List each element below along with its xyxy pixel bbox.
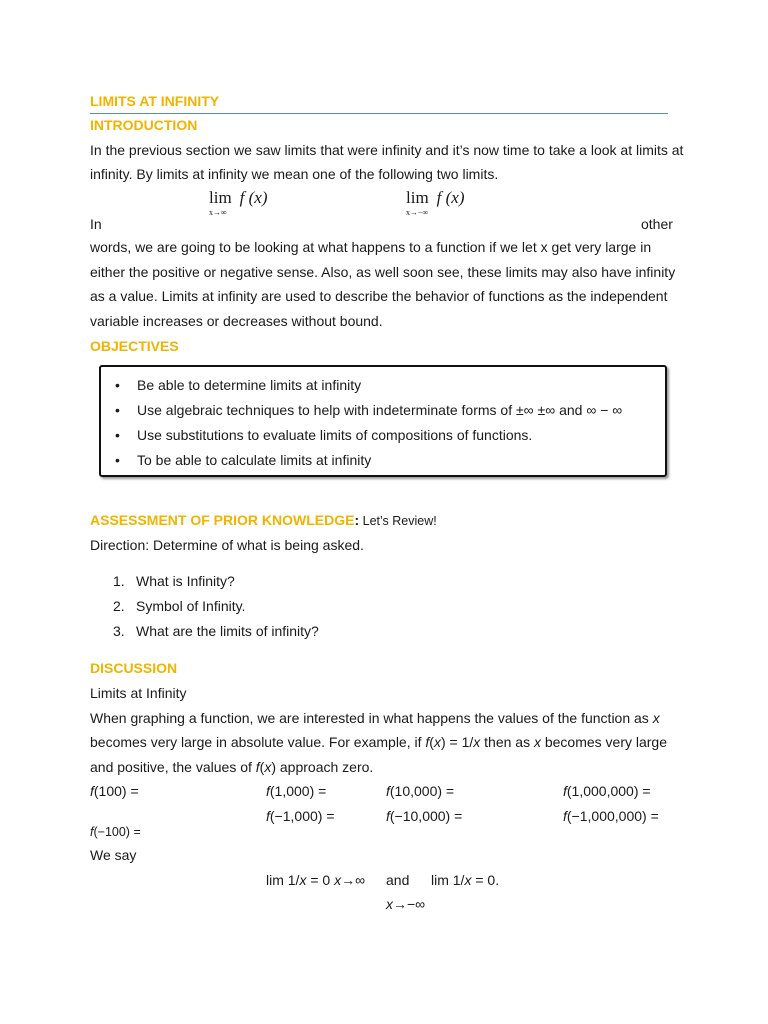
limit-subscript: x→∞ bbox=[209, 208, 227, 217]
limit-subscript: x→−∞ bbox=[406, 208, 429, 217]
we-say-text: We say bbox=[90, 847, 137, 863]
limit-function: f (x) bbox=[436, 188, 465, 207]
limit-function: f (x) bbox=[239, 188, 268, 207]
question-number: 3. bbox=[113, 623, 125, 639]
title-divider bbox=[90, 113, 668, 114]
objective-item: • Use substitutions to evaluate limits of compositions of functions. bbox=[115, 427, 532, 443]
f-value-1000000: f(1,000,000) = bbox=[563, 783, 651, 799]
f-value-neg-100: f(−100) = bbox=[90, 825, 141, 839]
f-value-1000: f(1,000) = bbox=[266, 783, 327, 799]
discussion-line-3: and positive, the values of f(x) approach zero. bbox=[90, 759, 374, 775]
discussion-subheading: Limits at Infinity bbox=[90, 685, 187, 701]
intro-in-word: In bbox=[90, 216, 102, 232]
f-value-10000: f(10,000) = bbox=[386, 783, 455, 799]
assessment-heading-line bbox=[90, 512, 437, 528]
lim-text: lim bbox=[406, 188, 429, 207]
question-item: What are the limits of infinity? bbox=[136, 623, 319, 639]
intro-other-word: other bbox=[641, 216, 673, 232]
question-number: 2. bbox=[113, 598, 125, 614]
f-value-neg-1000: f(−1,000) = bbox=[266, 808, 335, 824]
intro-line-2: infinity. By limits at infinity we mean one of the following two limits. bbox=[90, 166, 499, 182]
f-value-100: f(100) = bbox=[90, 783, 139, 799]
page-title: LIMITS AT INFINITY bbox=[90, 93, 220, 109]
intro-line-1: In the previous section we saw limits that were infinity and it’s now time to take a look at limits at bbox=[90, 142, 684, 158]
lim-text: lim bbox=[209, 188, 232, 207]
objectives-box bbox=[99, 365, 667, 477]
question-number: 1. bbox=[113, 573, 125, 589]
discussion-line-1: When graphing a function, we are interested in what happens the values of the function as x bbox=[90, 710, 660, 726]
f-value-neg-1000000: f(−1,000,000) = bbox=[563, 808, 659, 824]
discussion-line-2: becomes very large in absolute value. For example, if f(x) = 1/x then as x becomes very large bbox=[90, 734, 668, 750]
objective-item: • Be able to determine limits at infinity bbox=[115, 377, 361, 393]
assessment-direction: Direction: Determine of what is being asked. bbox=[90, 537, 364, 553]
objective-item: • Use algebraic techniques to help with indeterminate forms of ±∞ ±∞ and ∞ − ∞ bbox=[115, 402, 622, 418]
f-value-neg-10000: f(−10,000) = bbox=[386, 808, 463, 824]
assessment-colon: : bbox=[354, 512, 360, 528]
limit-negative-subscript: x→−∞ bbox=[386, 896, 426, 912]
objectives-heading: OBJECTIVES bbox=[90, 338, 179, 354]
objective-item: • To be able to calculate limits at infinity bbox=[115, 452, 371, 468]
discussion-heading: DISCUSSION bbox=[90, 660, 178, 676]
and-text: and bbox=[386, 872, 410, 888]
limit-positive-infinity: lim 1/x = 0 x→∞ bbox=[266, 872, 366, 888]
question-item: Symbol of Infinity. bbox=[136, 598, 246, 614]
intro-paragraph: words, we are going to be looking at what happens to a function if we let x get very large in either the positive or negative sense. Also, as well soon see, these limits may also have infinity as a value. Limits at infinity are used to describe the behavior of functions as the independent variable increases or decreases without bound. bbox=[90, 239, 676, 329]
question-item: What is Infinity? bbox=[136, 573, 235, 589]
limit-negative-infinity: lim 1/x = 0. bbox=[431, 872, 500, 888]
assessment-review: Let’s Review! bbox=[359, 514, 437, 528]
assessment-heading: ASSESSMENT OF PRIOR KNOWLEDGE bbox=[90, 512, 355, 528]
introduction-heading: INTRODUCTION bbox=[90, 117, 198, 133]
limit-expression-positive bbox=[209, 188, 268, 217]
limit-expression-negative bbox=[406, 188, 465, 217]
